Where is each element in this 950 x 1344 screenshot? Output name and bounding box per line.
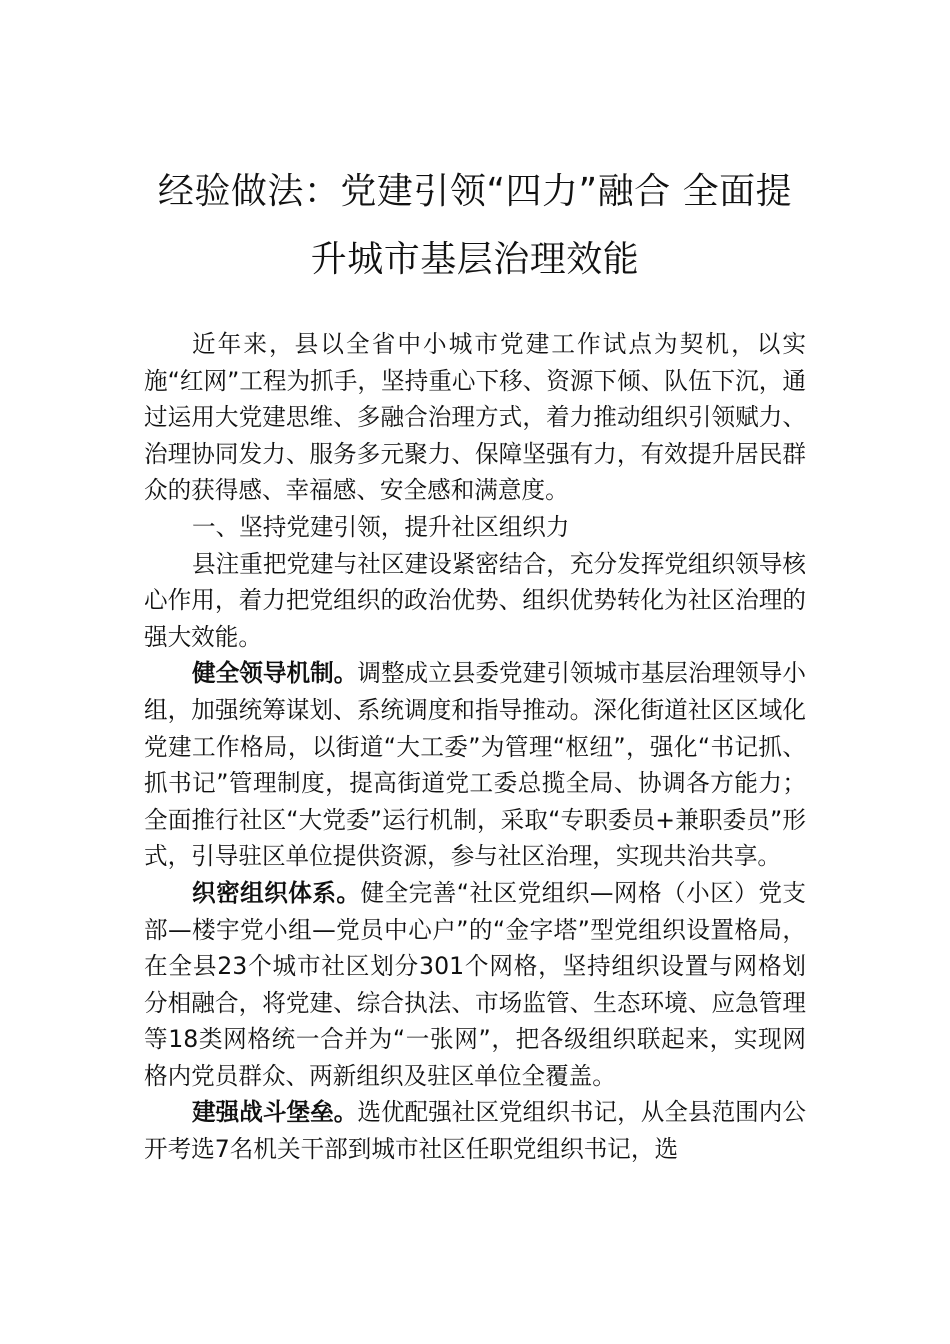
paragraph-lead: 织密组织体系。: [192, 878, 361, 907]
paragraph-text: 调整成立县委党建引领城市基层治理领导小组，加强统筹谋划、系统调度和指导推动。深化街道社区区域化党建工作格局，以街道“大工委”为管理“枢纽”，强化“书记抓、抓书记”管理制度，提高街道党工委总揽全局、协调各方能力；全面推行社区“大党委”运行机制，采取“专职委员+兼职委员”形式，引导驻区单位提供资源，参与社区治理，实现共治共享。: [144, 659, 807, 871]
section-heading: [144, 509, 806, 546]
paragraph-fighting-fortress: [144, 1094, 806, 1167]
document-title: 经验做法：党建引领“四力”融合 全面提升城市基层治理效能: [157, 171, 793, 280]
section-heading-text: 一、坚持党建引领，提升社区组织力: [192, 512, 570, 541]
paragraph-text: 健全完善“社区党组织—网格（小区）党支部—楼宇党小组—党员中心户”的“金字塔”型党组织设置格局，在全县23个城市社区划分301个网格，坚持组织设置与网格划分相融合，将党建、综合执法、市场监管、生态环境、应急管理等18类网格统一合并为“一张网”，把各级组织联起来，实现网格内党员群众、两新组织及驻区单位全覆盖。: [144, 878, 806, 1090]
paragraph-organization-system: [144, 875, 806, 1095]
paragraph-text: 选优配强社区党组织书记，从全县范围内公开考选7名机关干部到城市社区任职党组织书记，选: [144, 1098, 807, 1164]
paragraph-lead: 建强战斗堡垒。: [192, 1098, 358, 1127]
paragraph-text: 县注重把党建与社区建设紧密结合，充分发挥党组织领导核心作用，着力把党组织的政治优势、组织优势转化为社区治理的强大效能。: [144, 549, 806, 651]
paragraph-section-intro: [144, 546, 806, 656]
paragraph-intro: [144, 326, 806, 509]
paragraph-leadership-mechanism: [144, 655, 806, 875]
document-body: [144, 326, 806, 1168]
paragraph-text: 近年来，县以全省中小城市党建工作试点为契机，以实施“红网”工程为抓手，坚持重心下移、资源下倾、队伍下沉，通过运用大党建思维、多融合治理方式，着力推动组织引领赋力、治理协同发力、服务多元聚力、保障坚强有力，有效提升居民群众的获得感、幸福感、安全感和满意度。: [144, 330, 806, 505]
paragraph-lead: 健全领导机制。: [192, 659, 358, 688]
